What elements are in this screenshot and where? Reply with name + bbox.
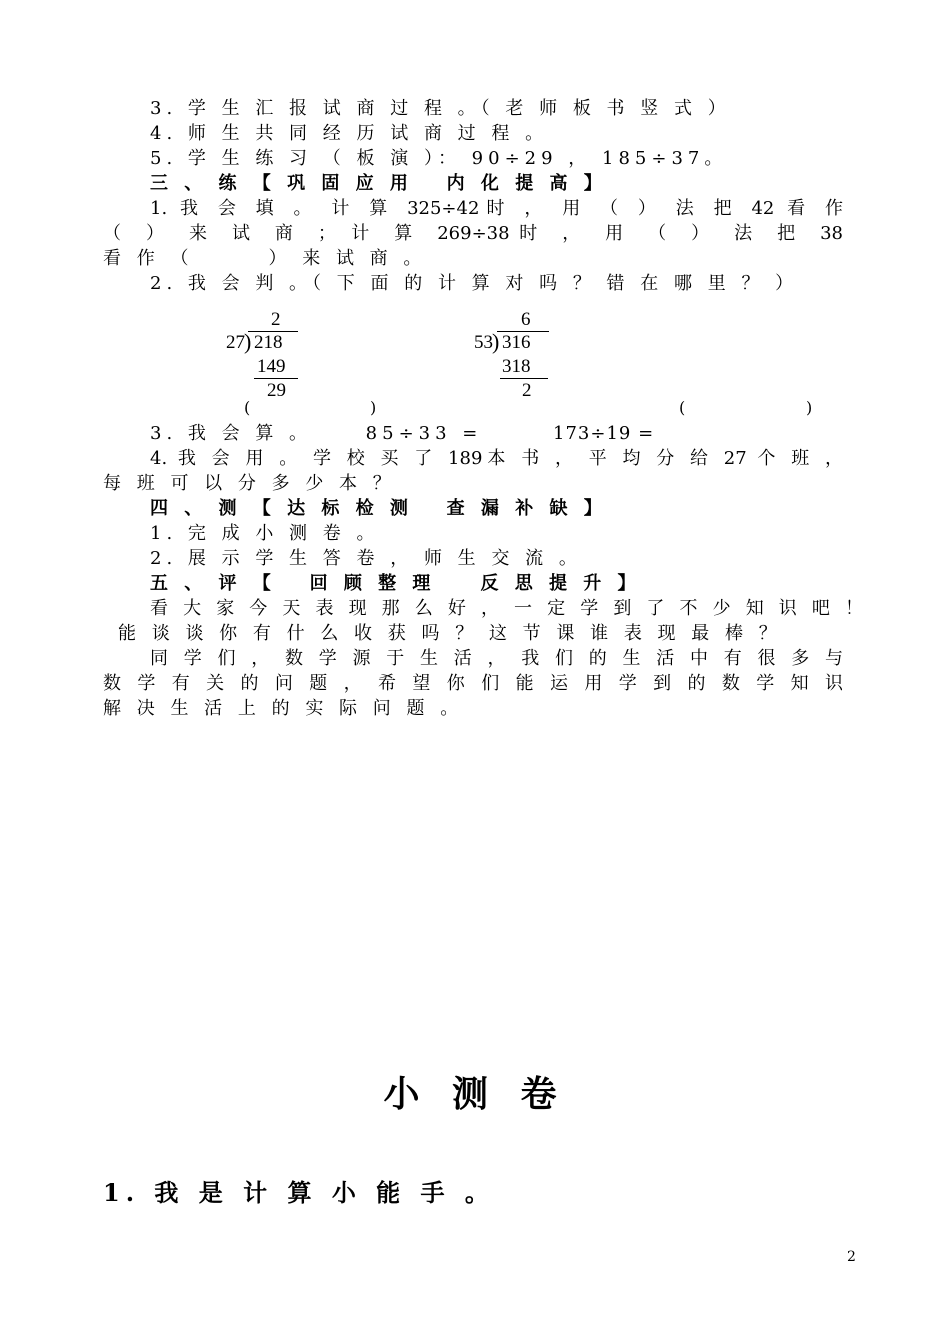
text-line: 2. 展 示 学 生 答 卷 ， 师 生 交 流 。 bbox=[150, 548, 582, 569]
product: 149 bbox=[257, 356, 286, 377]
quotient: 2 bbox=[271, 309, 281, 330]
text-line: 173÷19 = bbox=[553, 423, 655, 444]
text-line: 3. 我 会 算 。 85÷33 = bbox=[150, 423, 483, 444]
product: 318 bbox=[502, 356, 531, 377]
text-line: 数 学 有 关 的 问 题 ， 希 望 你 们 能 运 用 学 到 的 数 学 知 识 bbox=[103, 673, 843, 694]
divisor: 27 bbox=[226, 332, 245, 353]
text-line: 看 作 （ ） 来 试 商 。 bbox=[103, 248, 427, 269]
section-heading: 四 、 测 【 达 标 检 测 查 漏 补 缺 】 bbox=[150, 498, 607, 519]
text-line: 1. 完 成 小 测 卷 。 bbox=[150, 523, 380, 544]
subtraction-line bbox=[254, 378, 298, 379]
text-line: 3. 学 生 汇 报 试 商 过 程 。（ 老 师 板 书 竖 式 ） bbox=[150, 98, 731, 119]
text-line: 5. 学 生 练 习 （ 板 演 ）： 90÷29 ， 185÷37。 bbox=[150, 148, 728, 169]
page-number: 2 bbox=[847, 1249, 856, 1265]
text-line: 4. 师 生 共 同 经 历 试 商 过 程 。 bbox=[150, 123, 549, 144]
text-line: 2. 我 会 判 。（ 下 面 的 计 算 对 吗 ？ 错 在 哪 里 ？ ） bbox=[150, 273, 799, 294]
division-bracket: ) bbox=[492, 329, 500, 354]
dividend: 218 bbox=[254, 332, 283, 353]
answer-paren-close: ) bbox=[806, 398, 813, 417]
page-title: 小 测 卷 bbox=[383, 1073, 567, 1115]
text-line: 能 谈 谈 你 有 什 么 收 获 吗 ？ 这 节 课 谁 表 现 最 棒 ？ bbox=[118, 623, 782, 644]
section-title: 1. 我 是 计 算 小 能 手 。 bbox=[103, 1178, 495, 1207]
text-line: 1. 我 会 填 。 计 算 325÷42时 ， 用 （ ） 法 把 42 看 作 bbox=[150, 198, 843, 219]
text-line: 每 班 可 以 分 多 少 本 ？ bbox=[103, 473, 396, 494]
dividend: 316 bbox=[502, 332, 531, 353]
remainder: 2 bbox=[522, 380, 532, 401]
text-line: 看 大 家 今 天 表 现 那 么 好 ， 一 定 学 到 了 不 少 知 识 吧 ！ bbox=[150, 598, 863, 619]
remainder: 29 bbox=[267, 380, 286, 401]
division-bracket: ) bbox=[244, 329, 252, 354]
subtraction-line bbox=[500, 378, 548, 379]
text-line: （ ） 来 试 商 ； 计 算 269÷38时 ， 用 （ ） 法 把 38 bbox=[103, 223, 843, 244]
text-line: 解 决 生 活 上 的 实 际 问 题 。 bbox=[103, 698, 464, 719]
answer-paren-close: ) bbox=[370, 398, 377, 417]
section-heading: 五 、 评 【 回 顾 整 理 反 思 提 升 】 bbox=[150, 573, 641, 594]
divisor: 53 bbox=[474, 332, 493, 353]
text-line: 4. 我 会 用 。 学 校 买 了 189本 书 ， 平 均 分 给 27 个 班 ， bbox=[150, 448, 843, 469]
answer-paren-open: ( bbox=[244, 398, 251, 417]
section-heading: 三 、 练 【 巩 固 应 用 内 化 提 高 】 bbox=[150, 173, 607, 194]
answer-paren-open: ( bbox=[679, 398, 686, 417]
text-line: 同 学 们 ， 数 学 源 于 生 活 ， 我 们 的 生 活 中 有 很 多 与 bbox=[150, 648, 843, 669]
quotient: 6 bbox=[521, 309, 531, 330]
